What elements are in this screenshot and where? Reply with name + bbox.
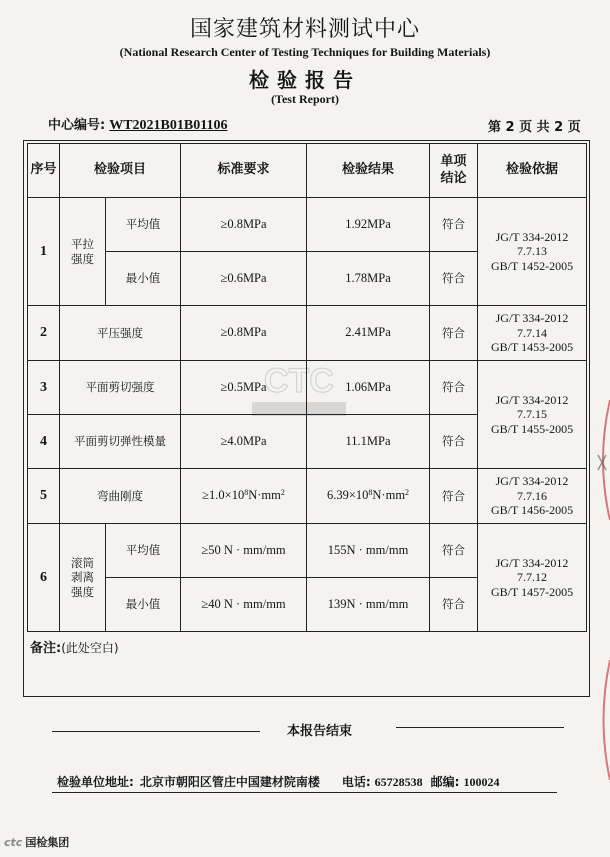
header-basis: 检验依据	[478, 144, 587, 198]
basis-line: 7.7.12	[517, 570, 548, 585]
row-standard: ≥0.6MPa	[181, 252, 307, 306]
remark-label: 备注:	[30, 641, 62, 656]
basis-line: JG/T 334-2012	[495, 311, 569, 326]
table-row	[28, 469, 587, 524]
post-label: 邮编:	[430, 775, 460, 789]
row-item: 平面剪切强度	[60, 361, 181, 415]
seal-stamp-fragment-icon	[592, 400, 610, 520]
row-basis	[478, 198, 587, 306]
row-no: 2	[28, 306, 60, 361]
page-info: 第 2 页 共 2 页	[488, 120, 581, 135]
footer-divider	[52, 792, 557, 793]
report-table	[27, 143, 587, 632]
report-title-en: (Test Report)	[271, 92, 339, 106]
row-standard: ≥0.8MPa	[181, 306, 307, 361]
row-conclusion: 符合	[430, 306, 478, 361]
row-result: 1.78MPa	[307, 252, 430, 306]
header-conclusion: 单项结论	[430, 144, 478, 198]
row-result: 1.92MPa	[307, 198, 430, 252]
basis-line: JG/T 334-2012	[495, 555, 569, 570]
row-standard	[181, 469, 307, 524]
standard-base: ≥1.0×10	[202, 488, 245, 503]
address-label: 检验单位地址:	[57, 775, 134, 789]
org-title-cn: 国家建筑材料测试中心	[189, 17, 420, 42]
row-result: 11.1MPa	[307, 415, 430, 469]
row-result: 1.06MPa	[307, 361, 430, 415]
result-unit-exp: 2	[405, 488, 410, 498]
row-conclusion: 符合	[430, 524, 478, 578]
row-no: 4	[28, 415, 60, 469]
standard-unit: N·mm	[248, 488, 281, 503]
header-item: 检验项目	[60, 144, 181, 198]
table-row	[28, 198, 587, 252]
row-item: 滚筒剥离强度	[60, 524, 106, 632]
address-value: 北京市朝阳区管庄中国建材院南楼	[139, 775, 320, 789]
row-no: 3	[28, 361, 60, 415]
table-row	[28, 306, 587, 361]
remark-text: (此处空白)	[61, 641, 119, 655]
row-item: 弯曲刚度	[60, 469, 181, 524]
end-divider-right	[396, 727, 564, 728]
row-result: 139N · mm/mm	[307, 578, 430, 632]
basis-line: 7.7.15	[517, 407, 548, 422]
row-sub-item: 平均值	[106, 524, 181, 578]
row-result: 2.41MPa	[307, 306, 430, 361]
report-end-text: 本报告结束	[287, 724, 353, 739]
row-basis	[478, 361, 587, 469]
post-value: 100024	[463, 775, 500, 789]
basis-line: GB/T 1453-2005	[490, 340, 574, 355]
center-number-value: WT2021B01B01106	[109, 118, 228, 133]
phone-value: 65728538	[374, 775, 423, 789]
row-item: 平压强度	[60, 306, 181, 361]
table-row	[28, 524, 587, 578]
basis-line: JG/T 334-2012	[495, 229, 569, 244]
row-basis	[478, 469, 587, 524]
row-standard: ≥0.8MPa	[181, 198, 307, 252]
footer-address	[57, 773, 499, 790]
seal-stamp-fragment-icon	[594, 660, 610, 780]
basis-line: GB/T 1456-2005	[490, 503, 574, 518]
basis-line: 7.7.16	[517, 488, 548, 503]
standard-exp: 8	[244, 488, 249, 498]
row-standard: ≥0.5MPa	[181, 361, 307, 415]
logo-mark: ctc	[4, 836, 23, 849]
result-base: 6.39×10	[326, 488, 369, 503]
basis-line: JG/T 334-2012	[495, 474, 569, 489]
row-no: 5	[28, 469, 60, 524]
center-number-label: 中心编号:	[48, 118, 106, 133]
header-no: 序号	[28, 144, 60, 198]
header-standard: 标准要求	[181, 144, 307, 198]
row-sub-item: 平均值	[106, 198, 181, 252]
table-row	[28, 361, 587, 415]
remark	[30, 637, 119, 656]
basis-line: GB/T 1455-2005	[490, 421, 574, 436]
logo	[4, 834, 69, 850]
logo-text: 国检集团	[25, 836, 70, 849]
standard-unit-exp: 2	[280, 488, 285, 498]
row-item: 平面剪切弹性模量	[60, 415, 181, 469]
basis-line: GB/T 1452-2005	[490, 258, 574, 273]
org-title-en: (National Research Center of Testing Techniques for Building Materials)	[119, 45, 491, 59]
row-no: 1	[28, 198, 60, 306]
row-item: 平拉强度	[60, 198, 106, 306]
basis-line: 7.7.13	[517, 244, 548, 259]
row-no: 6	[28, 524, 60, 632]
result-unit: N·mm	[372, 488, 406, 503]
row-standard: ≥40 N · mm/mm	[181, 578, 307, 632]
end-divider-left	[52, 731, 260, 732]
row-result	[307, 469, 430, 524]
header-result: 检验结果	[307, 144, 430, 198]
row-conclusion: 符合	[430, 415, 478, 469]
row-conclusion: 符合	[430, 361, 478, 415]
phone-label: 电话:	[341, 775, 371, 789]
basis-line: 7.7.14	[517, 325, 548, 340]
report-title-cn: 检验报告	[249, 68, 361, 92]
row-result: 155N · mm/mm	[307, 524, 430, 578]
svg-text:CTC: CTC	[264, 362, 334, 400]
result-exp: 8	[368, 488, 373, 498]
row-conclusion: 符合	[430, 198, 478, 252]
row-conclusion: 符合	[430, 252, 478, 306]
basis-line: JG/T 334-2012	[495, 392, 569, 407]
row-conclusion: 符合	[430, 578, 478, 632]
table-header-row	[28, 144, 587, 198]
center-number	[48, 114, 227, 134]
row-standard: ≥4.0MPa	[181, 415, 307, 469]
row-basis	[478, 524, 587, 632]
row-sub-item: 最小值	[106, 252, 181, 306]
row-sub-item: 最小值	[106, 578, 181, 632]
row-standard: ≥50 N · mm/mm	[181, 524, 307, 578]
row-conclusion: 符合	[430, 469, 478, 524]
basis-line: GB/T 1457-2005	[490, 584, 574, 599]
row-basis	[478, 306, 587, 361]
